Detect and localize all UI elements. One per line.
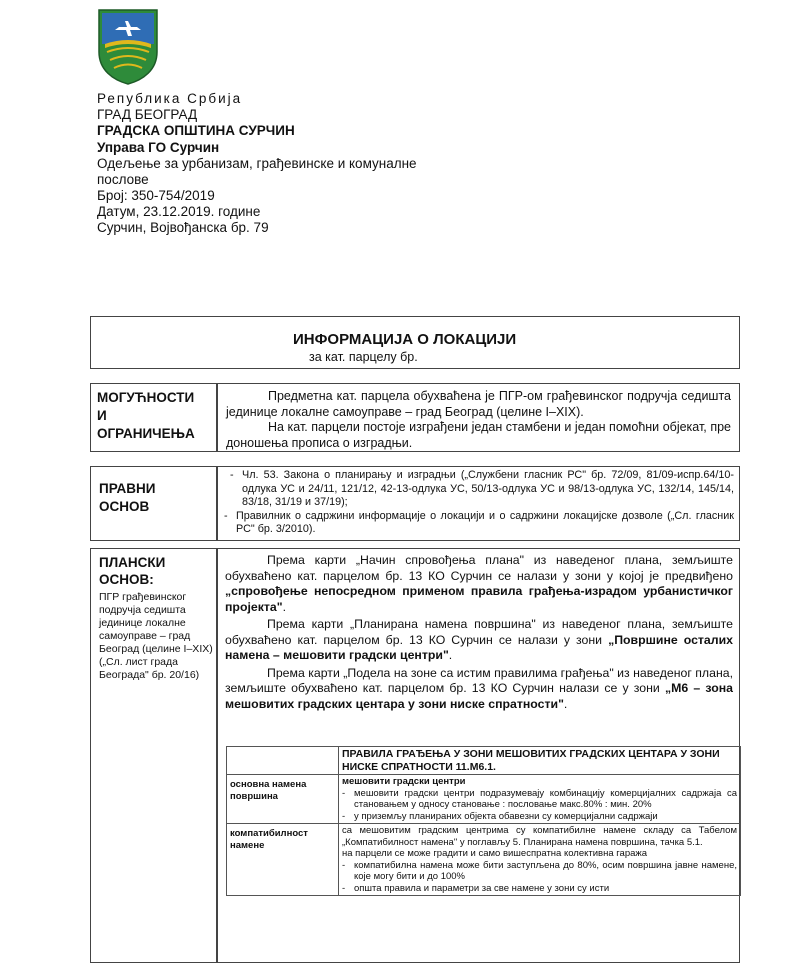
rules-row-basic-purpose-label: основна намена површина — [227, 775, 339, 824]
address-line: Сурчин, Војвођанска бр. 79 — [97, 220, 269, 235]
rules-row-compatibility-line-2: на парцели се може градити и само вишеспратна колективна гаража — [342, 848, 648, 859]
rules-row-compatibility-item-2: - општа правила и параметри за све намене у зони су исти — [342, 882, 610, 894]
document-title: ИНФОРМАЦИЈА О ЛОКАЦИЈИ — [293, 331, 517, 348]
building-rules-table — [226, 746, 741, 896]
rules-row-compatibility — [339, 824, 741, 896]
administration-line: Управа ГО Сурчин — [97, 140, 220, 155]
planning-text — [225, 553, 733, 712]
planning-paragraph-2: Према карти „Планирана намена површина" из наведеног плана, земљиште обухваћено кат. парцелом бр. 13 КО Сурчин се налази у зони „Површине осталих намена – мешовити градски центри". — [225, 617, 733, 662]
department-line-2: послове — [97, 172, 149, 187]
rules-row-basic-purpose-item-2: - у приземљу планираних објекта обавезни су комерцијални садржаји — [342, 810, 658, 822]
legal-content-box — [217, 466, 740, 541]
rules-row-basic-purpose-item-1: - мешовити градски центри подразумевају комбинацију комерцијалних садржаја са становањем у односу становање : пословање макс.80% : мин. 20% — [342, 787, 737, 810]
planning-paragraph-3: Према карти „Подела на зоне са истим правилима грађења" из наведеног плана, земљиште обухваћено кат. парцелом бр. 13 КО Сурчин налази се у зони „М6 – зона мешовитих градских центара у зони ниске спратности". — [225, 665, 733, 711]
legal-item-1: - Чл. 53. Закона о планирању и изградњи („Службени гласник РС" бр. 72/09, 81/09-испр.64/10-одлука УС и 24/11, 121/12, 42-13-одлука УС, 50/13-одлука УС и 98/13-одлука УС, 132/14, 145/14, 83/18, 31/19 и 37/19); — [230, 469, 734, 508]
rules-row-compatibility-label: компатибилност намене — [227, 824, 339, 896]
municipality-line: ГРАДСКА ОПШТИНА СУРЧИН — [97, 123, 295, 138]
rules-row-basic-purpose — [339, 775, 741, 824]
municipal-emblem — [97, 8, 159, 86]
department-line: Одељење за урбанизам, грађевинске и комуналне — [97, 156, 417, 171]
possibilities-label: МОГУЋНОСТИ — [97, 390, 195, 405]
possibilities-label-box — [90, 383, 217, 452]
legal-item-2: - Правилник о садржини информације о локацији и о садржини локацијске дозволе („Сл. гласник РС" бр. 3/2010). — [224, 509, 734, 535]
planning-label-box — [90, 548, 217, 963]
planning-paragraph-1: Према карти „Начин спровођења плана" из наведеног плана, земљиште обухваћено кат. парцелом бр. 13 КО Сурчин се налази у зони у којој је предвиђено „спровођење непосредном применом правила грађења-израдом урбанистичког пројекта". — [225, 553, 733, 614]
republic-line: Република Србија — [97, 91, 243, 106]
possibilities-content-box — [217, 383, 740, 452]
city-line: ГРАД БЕОГРАД — [97, 107, 198, 122]
legal-label-box — [90, 466, 217, 541]
legal-label-basis: ОСНОВ — [99, 499, 150, 514]
planning-label-basis: ОСНОВ: — [99, 572, 154, 587]
possibilities-paragraph-2: На кат. парцели постоје изграђени један стамбени и један помоћни објекат, пре доношења прописа о изградњи. — [226, 420, 731, 450]
possibilities-paragraph-1: Предметна кат. парцела обухваћена је ПГР-ом грађевинског подручја седишта јединице локалне самоуправе – град Београд (целине I–XIX). — [226, 389, 731, 419]
rules-row-compatibility-item-1: - компатибилна намена може бити заступљена до 80%, осим површина јавне намене, које могу бити и до 100% — [342, 859, 737, 882]
planning-sublabel: ПГР грађевинског подручја седишта јединице локалне самоуправе – град Београд (целине I–XIX) („Сл. лист града Београда" бр. 20/16) — [99, 591, 213, 681]
possibilities-label-and: И — [97, 408, 107, 423]
rules-row-basic-purpose-title: мешовити градски центри — [342, 776, 466, 787]
possibilities-label-restrictions: ОГРАНИЧЕЊА — [97, 426, 195, 441]
document-number: Број: 350-754/2019 — [97, 188, 215, 203]
legal-label: ПРАВНИ — [99, 481, 156, 496]
rules-table-heading: ПРАВИЛА ГРАЂЕЊА У ЗОНИ МЕШОВИТИХ ГРАДСКИХ ЦЕНТАРА У ЗОНИ НИСКЕ СПРАТНОСТИ 11.М6.1. — [339, 747, 741, 775]
rules-row-compatibility-line-1: са мешовитим градским центрима су компатибилне намене складу са Табелом „Компатибилност намена" у поглављу 5. Планирана намена површина, тачка 5.1. — [342, 825, 737, 848]
document-date: Датум, 23.12.2019. године — [97, 204, 261, 219]
planning-label: ПЛАНСКИ — [99, 555, 166, 570]
title-box — [90, 316, 740, 369]
document-subtitle: за кат. парцелу бр. — [309, 350, 418, 364]
